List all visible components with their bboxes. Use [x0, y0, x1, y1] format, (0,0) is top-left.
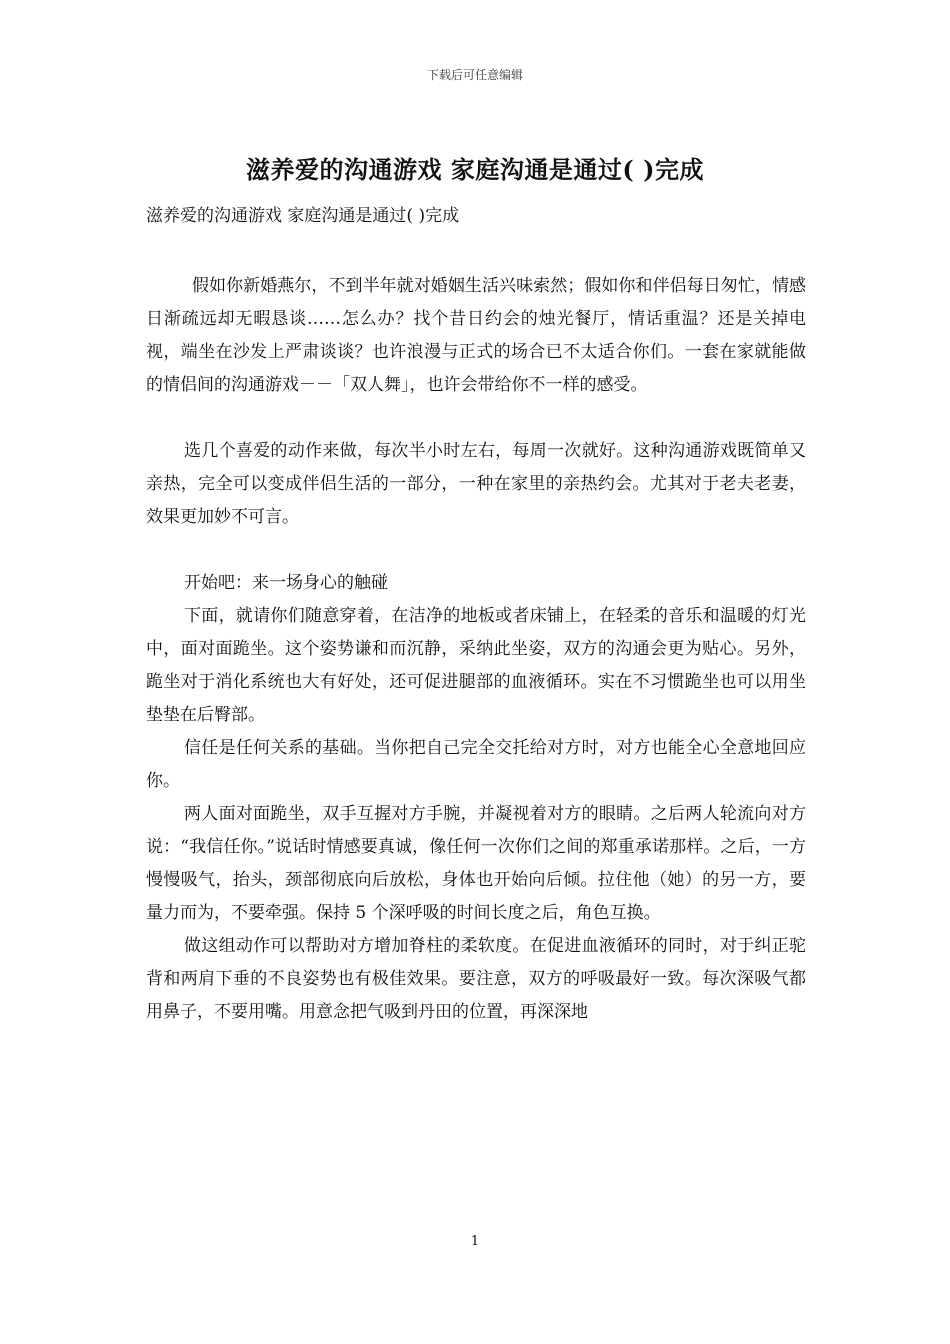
page-number: 1: [470, 1234, 480, 1249]
page-header-note: 下载后可任意编辑: [426, 68, 523, 82]
paragraph-benefits: 做这组动作可以帮助对方增加脊柱的柔软度。在促进血液循环的同时，对于纠正驼背和两肩下垂的不良姿势也有极佳效果。要注意，双方的呼吸最好一致。每次深吸气都用鼻子，不要用嘴。用意念把气吸到丹田的位置，再深深地: [146, 936, 806, 1022]
document-body: [146, 270, 806, 1029]
paragraph-schedule: 选几个喜爱的动作来做，每次半小时左右，每周一次就好。这种沟通游戏既简单又亲热，完全可以变成伴侣生活的一部分，一种在家里的亲热约会。尤其对于老夫老妻，效果更加妙不可言。: [146, 441, 806, 527]
document-subtitle: 滋养爱的沟通游戏 家庭沟通是通过( )完成: [146, 206, 460, 226]
section-heading: 开始吧：来一场身心的触碰: [184, 573, 388, 593]
paragraph-trust: 信任是任何关系的基础。当你把自己完全交托给对方时，对方也能全心全意地回应你。: [146, 738, 806, 791]
paragraph-exercise: 两人面对面跪坐，双手互握对方手腕，并凝视着对方的眼睛。之后两人轮流向对方说：“我信任你。”说话时情感要真诚，像任何一次你们之间的郑重承诺那样。之后，一方慢慢吸气，抬头，颈部彻底向后放松，身体也开始向后倾。拉住他（她）的另一方，要量力而为，不要牵强。保持 5 个深呼吸的时间长度之后，角色互换。: [146, 804, 806, 923]
paragraph-intro: 假如你新婚燕尔，不到半年就对婚姻生活兴味索然；假如你和伴侣每日匆忙，情感日渐疏远却无暇恳谈……怎么办？找个昔日约会的烛光餐厅，情话重温？还是关掉电视，端坐在沙发上严肃谈谈？也许浪漫与正式的场合已不太适合你们。一套在家就能做的情侣间的沟通游戏－－「双人舞」，也许会带给你不一样的感受。: [146, 276, 806, 395]
document-title: 滋养爱的沟通游戏 家庭沟通是通过( )完成: [246, 155, 704, 184]
paragraph-posture: 下面，就请你们随意穿着，在洁净的地板或者床铺上，在轻柔的音乐和温暖的灯光中，面对面跪坐。这个姿势谦和而沉静，采纳此坐姿，双方的沟通会更为贴心。另外，跪坐对于消化系统也大有好处，还可促进腿部的血液循环。实在不习惯跪坐也可以用坐垫垫在后臀部。: [146, 606, 806, 725]
